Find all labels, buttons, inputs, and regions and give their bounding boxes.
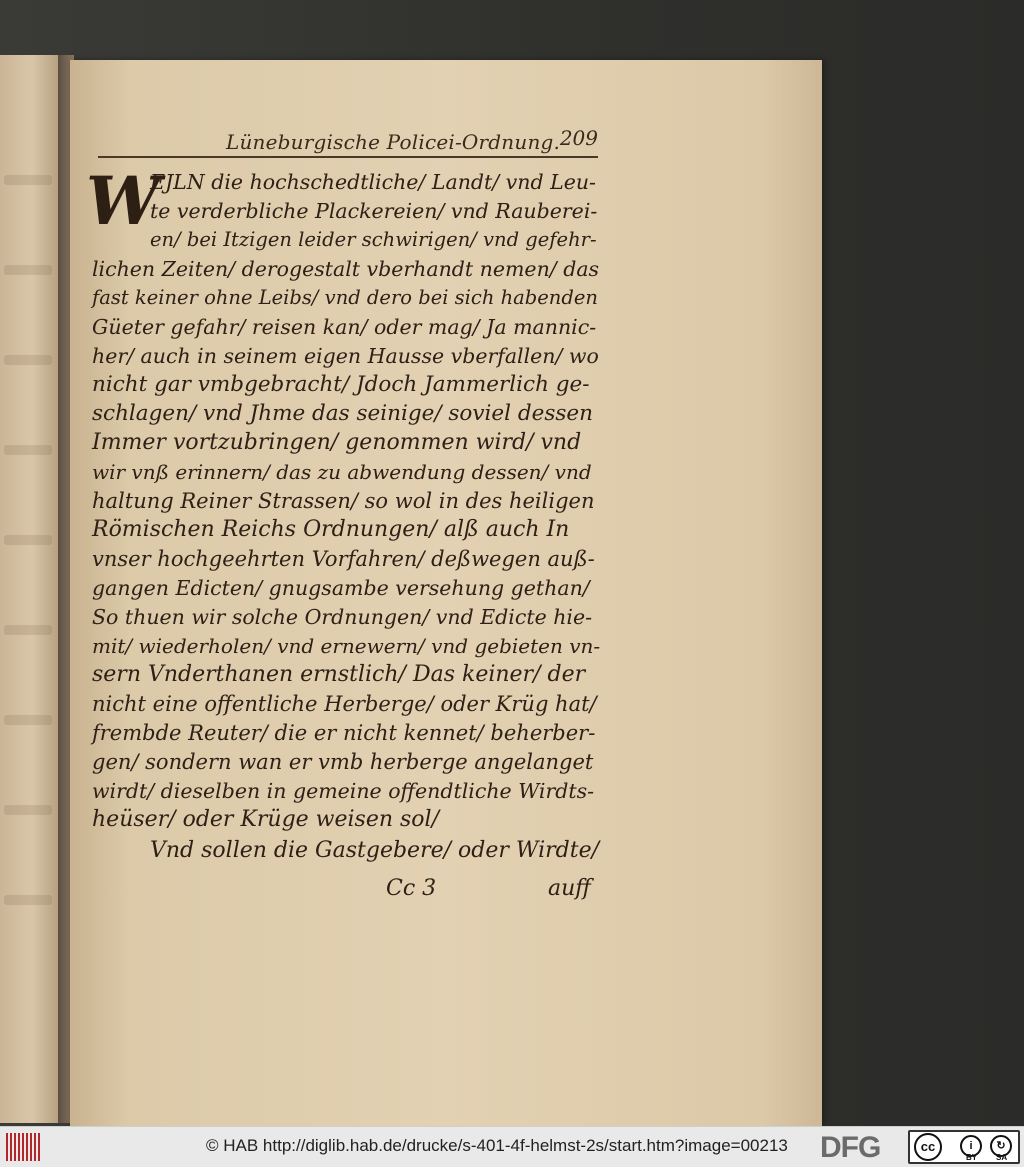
text-line: nicht gar vmbgebracht/ Jdoch Jammerlich ge- xyxy=(92,372,590,397)
text-line: nicht eine offentliche Herberge/ oder Krüg hat/ xyxy=(92,692,597,716)
attribution-icon: i xyxy=(960,1135,982,1157)
text-line: mit/ wiederholen/ vnd ernewern/ vnd gebieten vn- xyxy=(92,634,601,658)
text-line: haltung Reiner Strassen/ so wol in des heiligen xyxy=(92,489,595,513)
text-line: te verderbliche Plackereien/ vnd Rauberei- xyxy=(150,199,598,223)
text-line: sern Vnderthanen ernstlich/ Das keiner/ der xyxy=(92,662,586,687)
text-line: heüser/ oder Krüge weisen sol/ xyxy=(92,807,440,832)
text-line: wir vnß erinnern/ das zu abwendung dessen/ vnd xyxy=(92,460,592,484)
cc-license-badge[interactable] xyxy=(908,1130,1020,1164)
text-line: gangen Edicten/ gnugsambe versehung gethan/ xyxy=(92,576,590,600)
bleed-through-mark xyxy=(4,445,52,455)
text-line: schlagen/ vnd Jhme das seinige/ soviel dessen xyxy=(92,401,593,426)
text-line: lichen Zeiten/ derogestalt vberhandt nemen/ das xyxy=(92,257,600,281)
text-line: her/ auch in seinem eigen Hausse vberfallen/ wo xyxy=(92,344,599,368)
bleed-through-mark xyxy=(4,625,52,635)
share-alike-icon: ↻ xyxy=(990,1135,1012,1157)
text-line: Immer vortzubringen/ genommen wird/ vnd xyxy=(92,430,582,455)
previous-page-edge xyxy=(0,55,58,1123)
text-line: en/ bei Itzigen leider schwirigen/ vnd gefehr- xyxy=(150,228,597,251)
license-sa-label: SA xyxy=(996,1153,1008,1162)
text-line: vnser hochgeehrten Vorfahren/ deßwegen auß- xyxy=(92,547,595,571)
text-line: Römischen Reichs Ordnungen/ alß auch In xyxy=(92,517,570,542)
bleed-through-mark xyxy=(4,895,52,905)
text-line: wirdt/ dieselben in gemeine offendtliche Wirdts- xyxy=(92,779,595,803)
copyright-link[interactable]: © HAB http://diglib.hab.de/drucke/s-401-4f-helmst-2s/start.htm?image=00213 xyxy=(206,1136,788,1155)
text-line: frembde Reuter/ die er nicht kennet/ beherber- xyxy=(92,721,596,745)
text-line: So thuen wir solche Ordnungen/ vnd Edicte hie- xyxy=(92,605,593,629)
text-line: Vnd sollen die Gastgebere/ oder Wirdte/ xyxy=(150,838,600,863)
decorated-initial: W xyxy=(86,162,161,240)
bleed-through-mark xyxy=(4,175,52,185)
bleed-through-mark xyxy=(4,265,52,275)
catchword: auff xyxy=(548,876,591,901)
text-line: EJLN die hochschedtliche/ Landt/ vnd Leu- xyxy=(150,170,596,194)
signature-mark: Cc 3 xyxy=(386,876,437,901)
text-line: Güeter gefahr/ reisen kan/ oder mag/ Ja mannic- xyxy=(92,315,597,339)
dfg-logo[interactable]: DFG xyxy=(820,1131,881,1164)
header-rule xyxy=(98,156,598,158)
viewer-footer xyxy=(0,1126,1024,1167)
bleed-through-mark xyxy=(4,535,52,545)
running-head: Lüneburgische Policei-Ordnung. xyxy=(226,130,561,154)
bleed-through-mark xyxy=(4,715,52,725)
page-number: 209 xyxy=(559,126,598,150)
text-line: gen/ sondern wan er vmb herberge angelanget xyxy=(92,750,594,774)
text-line: fast keiner ohne Leibs/ vnd dero bei sich habenden xyxy=(92,286,598,309)
cc-icon: cc xyxy=(914,1133,942,1161)
hab-logo-icon xyxy=(6,1133,40,1161)
bleed-through-mark xyxy=(4,805,52,815)
bleed-through-mark xyxy=(4,355,52,365)
page-header xyxy=(226,126,598,156)
license-by-label: BY xyxy=(966,1153,978,1162)
